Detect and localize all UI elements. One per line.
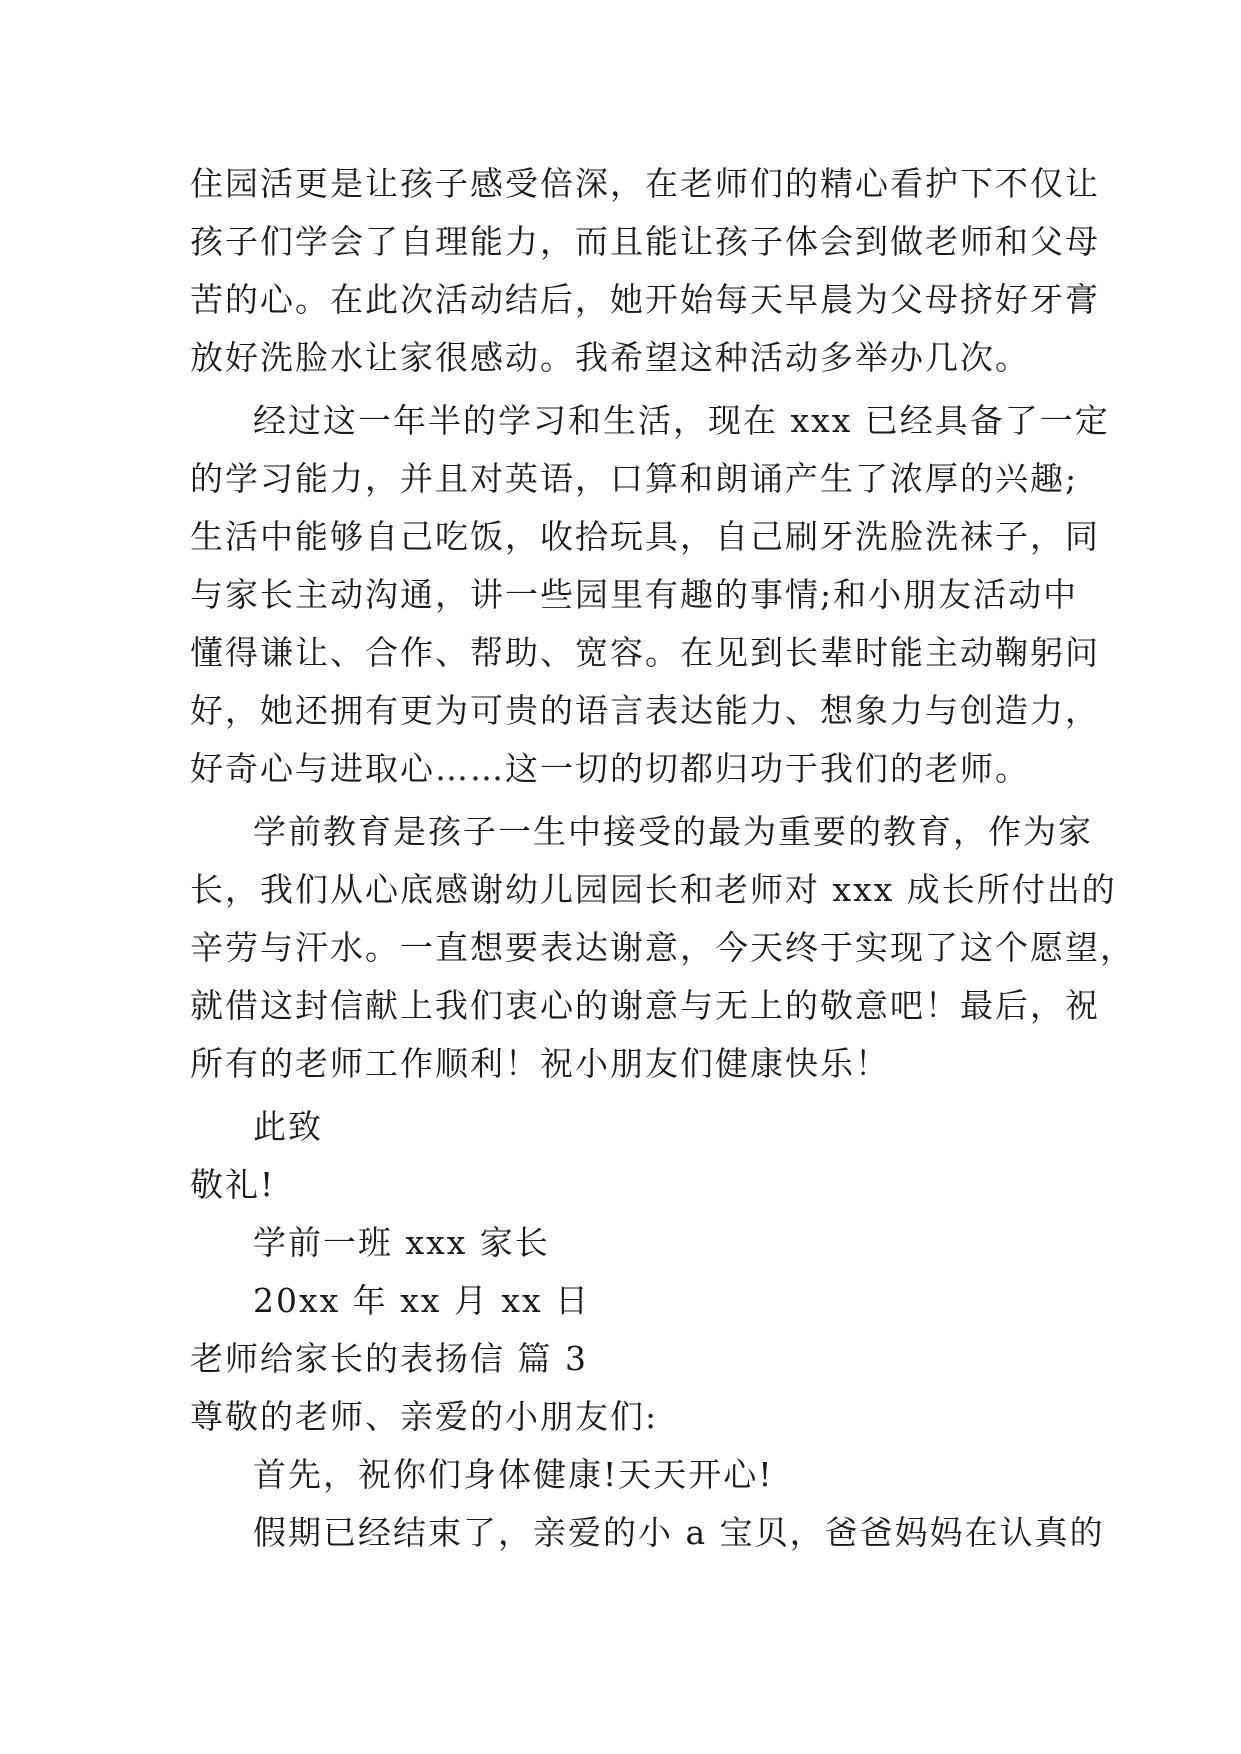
salutation: 敬礼!	[190, 1165, 276, 1204]
paragraph-first-line: 经过这一年半的学习和生活，现在 xxx 已经具备了一定	[253, 401, 1110, 440]
body-text-line: 好，她还拥有更为可贵的语言表达能力、想象力与创造力，	[190, 691, 1100, 730]
body-text-line: 住园活更是让孩子感受倍深，在老师们的精心看护下不仅让	[190, 164, 1100, 203]
section-title: 老师给家长的表扬信 篇 3	[190, 1339, 588, 1378]
body-text-line: 孩子们学会了自理能力，而且能让孩子体会到做老师和父母	[190, 222, 1100, 261]
body-text-line: 辛劳与汗水。一直想要表达谢意，今天终于实现了这个愿望，	[190, 928, 1135, 967]
body-text-line: 懂得谦让、合作、帮助、宽容。在见到长辈时能主动鞠躬问	[190, 633, 1100, 672]
body-text-line: 长，我们从心底感谢幼儿园园长和老师对 xxx 成长所付出的	[190, 870, 1117, 909]
signature: 学前一班 xxx 家长	[253, 1223, 550, 1262]
body-text-line: 的学习能力，并且对英语，口算和朗诵产生了浓厚的兴趣;	[190, 459, 1079, 498]
paragraph-first-line: 假期已经结束了，亲爱的小 a 宝贝，爸爸妈妈在认真的	[253, 1513, 1105, 1552]
letter-greeting: 尊敬的老师、亲爱的小朋友们:	[190, 1397, 659, 1436]
body-text-line: 苦的心。在此次活动结后，她开始每天早晨为父母挤好牙膏	[190, 280, 1100, 319]
paragraph-first-line: 学前教育是孩子一生中接受的最为重要的教育，作为家	[253, 812, 1093, 851]
body-text-line: 与家长主动沟通，讲一些园里有趣的事情;和小朋友活动中	[190, 575, 1079, 614]
paragraph-first-line: 首先，祝你们身体健康!天天开心!	[253, 1455, 774, 1494]
body-text-line: 生活中能够自己吃饭，收拾玩具，自己刷牙洗脸洗袜子，同	[190, 517, 1100, 556]
closing-phrase: 此致	[253, 1107, 323, 1146]
body-text-line: 就借这封信献上我们衷心的谢意与无上的敬意吧！最后，祝	[190, 986, 1100, 1025]
body-text-line: 好奇心与进取心……这一切的切都归功于我们的老师。	[190, 749, 1030, 788]
date-line: 20xx 年 xx 月 xx 日	[253, 1281, 591, 1320]
body-text-line: 放好洗脸水让家很感动。我希望这种活动多举办几次。	[190, 338, 1030, 377]
body-text-line: 所有的老师工作顺利！祝小朋友们健康快乐！	[190, 1044, 890, 1083]
